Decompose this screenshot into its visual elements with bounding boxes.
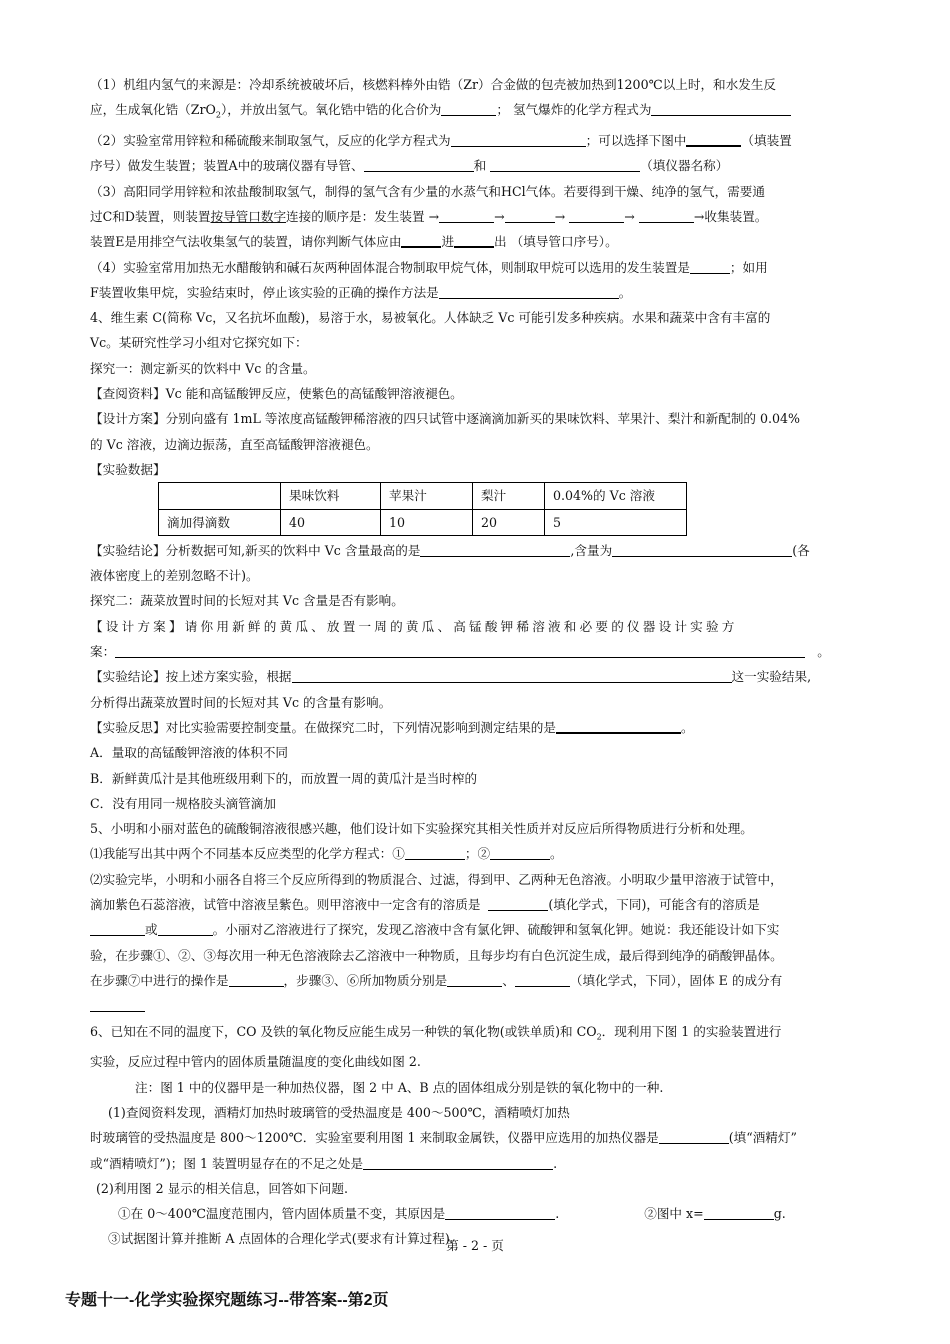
table-header-cell: 0.04%的 Vc 溶液 [545,483,687,509]
answer-blank[interactable] [556,718,681,734]
q6-intro-line1: 6、已知在不同的温度下，CO 及铁的氧化物反应能生成另一种铁的氧化物(或铁单质)和 $CO_2$．现利用下图 1 的实验装置进行 [90,1023,782,1042]
q4-reflection: 【实验反思】对比实验需要控制变量。在做探究二时，下列情况影响到测定结果的是 。 [90,719,694,735]
table-header-cell [159,483,281,509]
answer-blank[interactable] [439,284,619,299]
q4-design-line2: 的 Vc 溶液，边滴边振荡，直至高锰酸钾溶液褪色。 [90,436,379,452]
answer-blank[interactable] [401,232,441,248]
answer-blank[interactable] [569,208,624,223]
answer-blank[interactable] [158,921,213,936]
q6-note: 注：图 1 中的仪器甲是一种加热仪器，图 2 中 A、B 点的固体组成分别是铁的氧化物中的一种. [135,1079,664,1095]
q4-conclusion2-line2: 分析得出蔬菜放置时间的长短对其 Vc 的含量有影响。 [90,694,392,710]
q4-explore1: 探究一：测定新买的饮料中 Vc 的含量。 [90,360,316,376]
table-header-row [159,483,687,509]
table-row [159,509,687,535]
vc-data-table [158,482,687,536]
q3-part4-line2: F装置收集甲烷，实验结束时，停止该实验的正确的操作方法是 。 [90,284,632,300]
q6-part1-line1: (1)查阅资料发现，酒精灯加热时玻璃管的受热温度是 400～500℃，酒精喷灯加热 [108,1104,570,1120]
q6-part2-line3: ③试据图计算并推断 A 点固体的合理化学式(要求有计算过程). [108,1231,454,1247]
q4-option-c: C．没有用同一规格胶头滴管滴加 [90,795,276,811]
q3-part4-line1: （4）实验室常用加热无水醋酸钠和碱石灰两种固体混合物制取甲烷气体，则制取甲烷可以选用的发生装置是 ；如用 [90,259,768,275]
answer-blank[interactable] [659,1129,729,1144]
answer-blank[interactable] [686,131,741,147]
answer-blank[interactable] [292,668,732,683]
table-header-cell: 苹果汁 [381,483,473,509]
q5-part1: ⑴我能写出其中两个不同基本反应类型的化学方程式：① ；② 。 [90,846,563,862]
q4-design-line1: 【设计方案】分别向盛有 1mL 等浓度高锰酸钾稀溶液的四只试管中逐滴滴加新买的果味饮料、苹果汁、梨汁和新配制的 0.04% [90,411,801,427]
answer-blank[interactable] [505,208,555,223]
answer-blank[interactable] [439,208,494,223]
q4-conclusion-line2: 液体密度上的差别忽略不计)。 [90,568,259,584]
q3-part3-line1: （3）高阳同学用锌粒和浓盐酸制取氢气，制得的氢气含有少量的水蒸气和HCl气体。若要得到干燥、纯净的氢气，需要通 [90,183,765,199]
answer-blank[interactable] [405,845,465,860]
q6-intro-line2: 实验，反应过程中管内的固体质量随温度的变化曲线如图 2. [90,1054,421,1070]
table-cell: 40 [281,509,381,535]
q4-reference: 【查阅资料】Vc 能和高锰酸钾反应，使紫色的高锰酸钾溶液褪色。 [90,386,463,402]
q5-part2-line1: ⑵实验完毕，小明和小丽各自将三个反应所得到的物质混合、过滤，得到甲、乙两种无色溶液。小明取少量甲溶液于试管中， [90,871,783,887]
q5-part2-line2: 滴加紫色石蕊溶液，试管中溶液呈紫色。则甲溶液中一定含有的溶质是 (填化学式，下同)，可能含有的溶质是 [90,897,760,913]
answer-blank[interactable] [447,972,502,987]
q5-intro: 5、小明和小丽对蓝色的硫酸铜溶液很感兴趣，他们设计如下实验探究其相关性质并对反应后所得物质进行分析和处理。 [90,821,753,837]
answer-blank[interactable] [490,157,640,172]
table-cell: 5 [545,509,687,535]
q3-part3-line2: 过C和D装置，则装置按导管口数字连接的顺序是：发生装置 → → → → →收集装置。 [90,209,768,224]
answer-blank[interactable] [612,542,792,557]
answer-blank[interactable] [454,232,494,248]
answer-blank[interactable] [515,972,570,987]
answer-blank[interactable] [451,132,586,147]
answer-blank[interactable] [690,259,730,274]
answer-blank[interactable] [704,1205,774,1220]
answer-blank[interactable] [363,1155,553,1170]
answer-blank[interactable] [90,921,145,936]
q4-option-a: A．量取的高锰酸钾溶液的体积不同 [90,745,289,761]
q3-part2-line2: 序号）做发生装置；装置A中的玻璃仪器有导管、 和 （填仪器名称） [90,158,729,174]
answer-blank[interactable] [488,896,548,911]
table-cell: 20 [473,509,545,535]
q4-intro-line1: 4、维生素 C(简称 Vc，又名抗坏血酸)，易溶于水，易被氧化。人体缺乏 Vc 可能引发多种疾病。水果和蔬菜中含有丰富的 [90,310,771,326]
q3-part1-line1: （1）机组内氢气的来源是：冷却系统被破坏后，核燃料棒外由锆（Zr）合金做的包壳被加热到1200℃以上时，和水发生反 [90,77,777,92]
q4-data-label: 【实验数据】 [90,461,166,477]
q4-conclusion-line1: 【实验结论】分析数据可知,新买的饮料中 Vc 含量最高的是 ,含量为 (各 [90,542,810,558]
answer-blank[interactable] [490,845,550,860]
answer-blank[interactable] [420,542,570,557]
worksheet-page [90,72,870,1252]
page-footer: 第 - 2 - 页 [446,1238,504,1253]
answer-blank[interactable] [115,643,805,658]
answer-blank[interactable] [651,101,791,116]
answer-blank[interactable] [229,972,284,987]
answer-blank[interactable] [639,208,694,223]
q6-part1-line3: 或“酒精喷灯”)；图 1 装置明显存在的不足之处是 . [90,1155,558,1171]
answer-blank[interactable] [441,101,496,116]
q6-part1-line2: 时玻璃管的受热温度是 800～1200℃．实验室要利用图 1 来制取金属铁，仪器甲应选用的加热仪器是 (填“酒精灯” [90,1130,797,1146]
q4-intro-line2: Vc。某研究性学习小组对它探究如下： [90,335,308,351]
q4-design2-line2: 案： 。 [90,644,830,660]
q4-conclusion2-line1: 【实验结论】按上述方案实验，根据 这一实验结果, [90,669,812,685]
answer-blank[interactable] [90,997,145,1012]
q5-part2-line5: 在步骤⑦中进行的操作是 ，步骤③、⑥所加物质分别是 、 （填化学式，下同），固体 E 的成分有 [90,972,783,988]
q6-part2-line1: (2)利用图 2 显示的相关信息，回答如下问题. [96,1180,348,1196]
q4-design2-line1: 【设计方案】请你用新鲜的黄瓜、放置一周的黄瓜、高锰酸钾稀溶液和必要的仪器设计实验方 [90,618,738,634]
q5-part2-line4: 验，在步骤①、②、③每次用一种无色溶液除去乙溶液中一种物质，且每步均有白色沉淀生成，最后得到纯净的硝酸钾晶体。 [90,947,783,963]
answer-blank[interactable] [445,1205,555,1220]
document-title: 专题十一-化学实验探究题练习--带答案--第2页 [65,1292,389,1309]
q3-part3-line3: 装置E是用排空气法收集氢气的装置，请你判断气体应由 进 出 （填导管口序号）。 [90,234,618,250]
q6-part2-line2: ①在 0～400℃温度范围内，管内固体质量不变，其原因是 . ②图中 x= g. [118,1206,786,1222]
table-cell: 10 [381,509,473,535]
q3-part1-line2: 应，生成氧化锆（ZrO$_2$），并放出氢气。氧化锆中锆的化合价为 ； 氢气爆炸的化学方程式为 [90,97,870,128]
table-header-cell: 果味饮料 [281,483,381,509]
q4-option-b: B．新鲜黄瓜汁是其他班级用剩下的，而放置一周的黄瓜汁是当时榨的 [90,770,478,786]
q5-part2-line6 [90,993,870,1018]
table-row-label: 滴加得滴数 [159,509,281,535]
q5-part2-line3: 或 。小丽对乙溶液进行了探究，发现乙溶液中含有氯化钾、硫酸钾和氢氧化钾。她说：我还能设计如下实 [90,917,870,942]
answer-blank[interactable] [364,157,474,172]
q4-explore2: 探究二：蔬菜放置时间的长短对其 Vc 含量是否有影响。 [90,593,404,609]
table-header-cell: 梨汁 [473,483,545,509]
q3-part2-line1: （2）实验室常用锌粒和稀硫酸来制取氢气，反应的化学方程式为 ；可以选择下图中 （填装置 [90,133,792,149]
